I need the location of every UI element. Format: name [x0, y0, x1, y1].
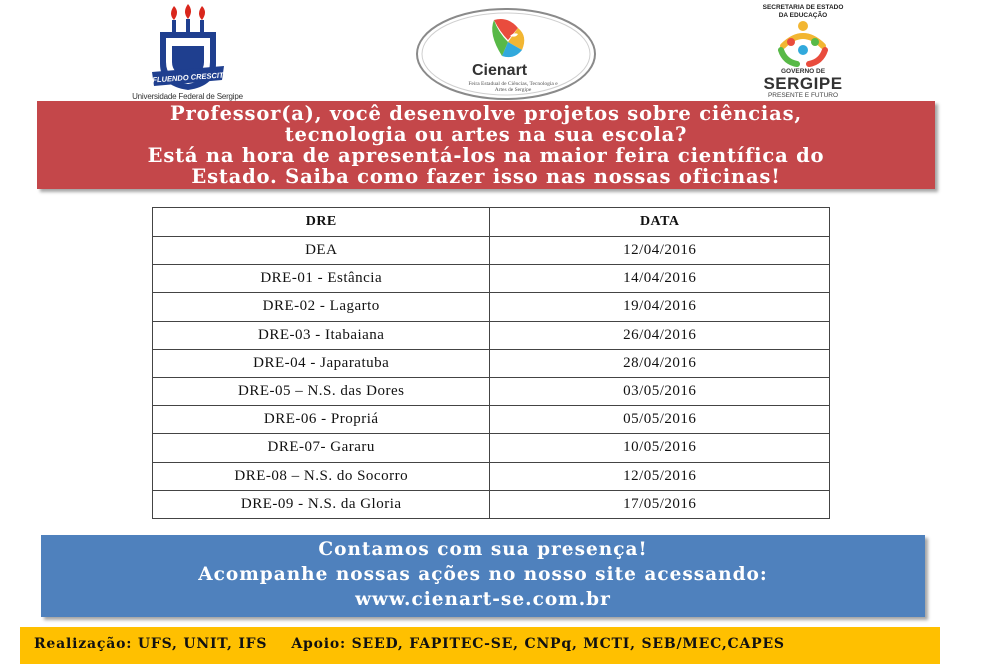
table-row [153, 406, 830, 434]
dre-cell: DRE-03 - Itabaiana [153, 321, 490, 349]
seed-logo [748, 2, 858, 102]
seed-slogan: PRESENTE E FUTURO [767, 92, 839, 99]
dre-cell: DRE-04 - Japaratuba [153, 349, 490, 377]
cienart-name: Cienart [472, 62, 528, 79]
date-cell: 10/05/2016 [490, 434, 830, 462]
seed-state: SERGIPE [763, 74, 843, 93]
column-header-data: DATA [490, 208, 830, 237]
invitation-line: tecnologia ou artes na sua escola? [284, 123, 688, 146]
seed-top-text: SECRETARIA DE ESTADO DA EDUCAÇÃO [762, 4, 844, 19]
date-cell: 26/04/2016 [490, 321, 830, 349]
date-cell: 28/04/2016 [490, 349, 830, 377]
date-cell: 19/04/2016 [490, 293, 830, 321]
ufs-caption: Universidade Federal de Sergipe [132, 92, 243, 101]
website-link[interactable]: www.cienart-se.com.br [355, 589, 611, 610]
sponsors-footer [20, 627, 940, 664]
invitation-line: Professor(a), você desenvolve projetos sobre ciências, [170, 102, 802, 125]
cta-line: Contamos com sua presença! [318, 539, 648, 560]
table-row [153, 490, 830, 518]
column-header-dre: DRE [153, 208, 490, 237]
ufs-shield-icon [130, 2, 245, 92]
table-row [153, 321, 830, 349]
supporters-text: Apoio: SEED, FAPITEC-SE, CNPq, MCTI, SEB/MEC,CAPES [291, 636, 785, 652]
date-cell: 17/05/2016 [490, 490, 830, 518]
date-cell: 12/05/2016 [490, 462, 830, 490]
cta-line: Acompanhe nossas ações no nosso site acessando: [198, 564, 768, 585]
date-cell: 12/04/2016 [490, 237, 830, 265]
date-cell: 14/04/2016 [490, 265, 830, 293]
dre-cell: DRE-08 – N.S. do Socorro [153, 462, 490, 490]
organizers-text: Realização: UFS, UNIT, IFS [34, 636, 268, 652]
invitation-line: Estado. Saiba como fazer isso nas nossas oficinas! [191, 165, 781, 188]
dre-cell: DRE-01 - Estância [153, 265, 490, 293]
table-row [153, 237, 830, 265]
seed-government: GOVERNO DE [780, 68, 826, 75]
dre-cell: DRE-07- Gararu [153, 434, 490, 462]
table-row [153, 293, 830, 321]
date-cell: 03/05/2016 [490, 377, 830, 405]
dre-cell: DRE-02 - Lagarto [153, 293, 490, 321]
date-cell: 05/05/2016 [490, 406, 830, 434]
call-to-action-banner [41, 535, 925, 617]
table-row [153, 434, 830, 462]
cienart-subtitle: Feira Estadual de Ciências, Tecnologia e Artes de Sergipe [468, 81, 558, 93]
svg-text:FLUENDO CRESCIT: FLUENDO CRESCIT [152, 70, 224, 85]
table-row [153, 462, 830, 490]
table-row [153, 349, 830, 377]
dre-cell: DRE-06 - Propriá [153, 406, 490, 434]
dre-cell: DRE-09 - N.S. da Gloria [153, 490, 490, 518]
invitation-banner [37, 101, 935, 189]
dre-cell: DRE-05 – N.S. das Dores [153, 377, 490, 405]
table-header-row [153, 208, 830, 237]
schedule-table [152, 207, 830, 519]
table-row [153, 265, 830, 293]
seed-emblem-icon [773, 20, 833, 68]
table-row [153, 377, 830, 405]
dre-cell: DEA [153, 237, 490, 265]
invitation-line: Está na hora de apresentá-los na maior feira científica do [147, 144, 825, 167]
cienart-logo [414, 6, 598, 102]
ufs-logo [130, 2, 245, 102]
